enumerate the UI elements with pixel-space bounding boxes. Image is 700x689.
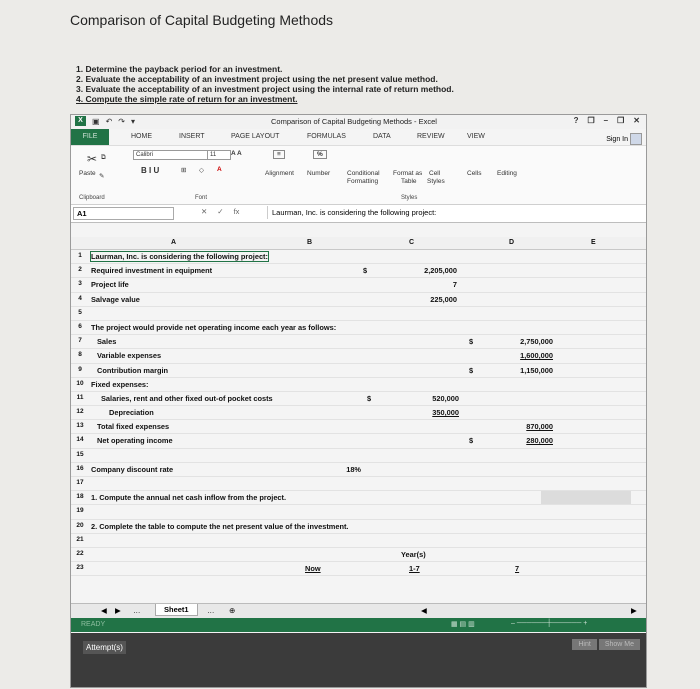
cell-d7[interactable]: 2,750,000 bbox=[520, 337, 553, 347]
row-number: 20 bbox=[76, 521, 84, 529]
row-13 bbox=[71, 420, 646, 434]
cell-d14[interactable]: 280,000 bbox=[526, 436, 553, 446]
cell-c2[interactable]: 2,205,000 bbox=[424, 266, 457, 276]
cell-a11[interactable]: Salaries, rent and other fixed out-of pocket costs bbox=[101, 393, 273, 403]
cell-c7-dollar: $ bbox=[469, 337, 474, 347]
cell-c22[interactable]: Year(s) bbox=[401, 549, 426, 559]
row-9 bbox=[71, 364, 646, 378]
row-number: 14 bbox=[76, 436, 84, 444]
tab-home[interactable]: HOME bbox=[131, 133, 152, 140]
ribbon bbox=[71, 145, 646, 205]
cell-a2[interactable]: Required investment in equipment bbox=[91, 266, 213, 276]
row-5 bbox=[71, 307, 646, 321]
row-number: 2 bbox=[78, 266, 82, 274]
row-23 bbox=[71, 562, 646, 576]
hint-buttons bbox=[572, 639, 640, 650]
cell-a3[interactable]: Project life bbox=[91, 280, 129, 290]
cell-d8[interactable]: 1,600,000 bbox=[520, 351, 553, 361]
page-title: Comparison of Capital Budgeting Methods bbox=[70, 12, 334, 28]
row-number: 21 bbox=[76, 535, 84, 543]
cell-a8[interactable]: Variable expenses bbox=[97, 351, 162, 361]
sheet-tab-bar bbox=[71, 603, 646, 618]
col-header-d[interactable]: D bbox=[509, 239, 515, 246]
add-sheet-icon[interactable]: ⊕ bbox=[229, 606, 236, 615]
row-number: 1 bbox=[78, 252, 82, 259]
title-bar bbox=[71, 115, 646, 129]
tab-file[interactable]: FILE bbox=[71, 129, 109, 145]
row-2 bbox=[71, 264, 646, 278]
alignment-button[interactable]: Alignment bbox=[265, 170, 294, 177]
editing-button[interactable]: Editing bbox=[497, 170, 517, 177]
row-6 bbox=[71, 321, 646, 335]
more-sheets-right-icon[interactable]: … bbox=[207, 606, 215, 615]
window-controls bbox=[574, 116, 640, 125]
prev-sheet-icon[interactable]: ◀ bbox=[101, 606, 107, 615]
format-as-table-button[interactable]: Table bbox=[401, 178, 417, 185]
instruction-4: 4. Compute the simple rate of return for an investment. bbox=[76, 94, 298, 104]
scissors-icon[interactable]: ✂ bbox=[87, 152, 98, 166]
font-grow-buttons[interactable]: A A bbox=[231, 150, 242, 157]
redo-icon[interactable]: ↷ bbox=[118, 116, 125, 126]
number-format-button[interactable]: % bbox=[313, 150, 327, 159]
copy-icon[interactable]: ⧉ bbox=[101, 154, 106, 161]
row-number: 23 bbox=[76, 564, 84, 572]
row-12 bbox=[71, 406, 646, 420]
answer-cell-d18[interactable] bbox=[541, 491, 631, 504]
hint-button[interactable]: Hint bbox=[572, 639, 596, 650]
cancel-icon[interactable]: ✕ bbox=[201, 207, 208, 216]
close-icon[interactable]: ✕ bbox=[633, 116, 640, 125]
row-21 bbox=[71, 534, 646, 548]
cell-a12[interactable]: Depreciation bbox=[109, 408, 154, 418]
restore-ribbon-icon[interactable]: ❐ bbox=[587, 116, 595, 125]
font-color-icon[interactable]: A bbox=[217, 166, 222, 173]
maximize-icon[interactable]: ❐ bbox=[617, 116, 625, 125]
show-me-button[interactable]: Show Me bbox=[599, 639, 640, 650]
row-number: 4 bbox=[78, 294, 82, 302]
tab-data[interactable]: DATA bbox=[373, 133, 391, 140]
cell-d9[interactable]: 1,150,000 bbox=[520, 365, 553, 375]
row-16 bbox=[71, 463, 646, 477]
cell-c3[interactable]: 7 bbox=[452, 280, 457, 290]
name-box[interactable]: A1 bbox=[73, 207, 174, 220]
cell-styles-button[interactable]: Styles bbox=[427, 178, 445, 185]
instruction-2: 2. Evaluate the acceptability of an investment project using the net present value method. bbox=[76, 74, 438, 84]
cell-c4[interactable]: 225,000 bbox=[430, 294, 457, 304]
row-number: 12 bbox=[76, 408, 84, 416]
row-number: 3 bbox=[78, 280, 82, 288]
hscroll-right-icon[interactable]: ▶ bbox=[631, 606, 637, 615]
cell-c9-dollar: $ bbox=[469, 365, 474, 375]
row-10 bbox=[71, 378, 646, 392]
font-group-label: Font bbox=[195, 195, 208, 201]
row-number: 19 bbox=[76, 507, 84, 515]
row-7 bbox=[71, 335, 646, 349]
cell-a1[interactable]: Laurman, Inc. is considering the following project: bbox=[91, 252, 268, 261]
fill-color-icon[interactable]: ◇ bbox=[199, 167, 204, 174]
row-14 bbox=[71, 434, 646, 448]
row-number: 8 bbox=[78, 351, 82, 359]
conditional-formatting-button[interactable]: Formatting bbox=[347, 178, 379, 185]
col-header-a[interactable]: A bbox=[171, 239, 177, 246]
cell-c12[interactable]: 350,000 bbox=[432, 408, 459, 418]
attempts-label: Attempt(s) bbox=[83, 641, 126, 654]
row-number: 11 bbox=[76, 393, 84, 401]
excel-logo-icon: X bbox=[75, 116, 86, 126]
instruction-1: 1. Determine the payback period for an investment. bbox=[76, 64, 283, 74]
row-4 bbox=[71, 293, 646, 307]
column-headers bbox=[71, 237, 646, 250]
formula-bar bbox=[71, 205, 646, 223]
row-19 bbox=[71, 505, 646, 519]
enter-icon[interactable]: ✓ bbox=[217, 207, 224, 216]
number-button[interactable]: Number bbox=[307, 170, 331, 177]
cell-a4[interactable]: Salvage value bbox=[91, 294, 140, 304]
row-22 bbox=[71, 548, 646, 562]
row-8 bbox=[71, 349, 646, 363]
alignment-icon[interactable]: ≡ bbox=[273, 150, 285, 159]
cell-b23[interactable]: Now bbox=[305, 564, 321, 574]
cell-a13[interactable]: Total fixed expenses bbox=[97, 422, 170, 432]
paste-button[interactable]: Paste bbox=[79, 170, 96, 177]
col-header-b[interactable]: B bbox=[307, 239, 313, 246]
conditional-label[interactable]: Conditional bbox=[347, 170, 380, 177]
sheet-tab-sheet1[interactable]: Sheet1 bbox=[155, 604, 198, 616]
font-name-select[interactable]: Calibri bbox=[133, 150, 209, 160]
minimize-icon[interactable]: – bbox=[603, 116, 609, 125]
status-text: READY bbox=[81, 621, 106, 628]
tab-formulas[interactable]: FORMULAS bbox=[307, 133, 346, 140]
row-number: 17 bbox=[76, 479, 84, 486]
cell-a20[interactable]: 2. Complete the table to compute the net present value of the investment. bbox=[91, 521, 349, 531]
row-number: 16 bbox=[76, 464, 84, 472]
cell-b11-dollar: $ bbox=[367, 393, 372, 403]
fx-icon[interactable]: fx bbox=[233, 207, 240, 216]
col-header-c[interactable]: C bbox=[409, 239, 415, 246]
cell-b16[interactable]: 18% bbox=[346, 464, 361, 474]
row-number: 5 bbox=[78, 308, 82, 316]
cell-d13[interactable]: 870,000 bbox=[526, 422, 553, 432]
cells-button[interactable]: Cells bbox=[467, 170, 482, 177]
formula-input[interactable]: Laurman, Inc. is considering the following project: bbox=[267, 206, 642, 219]
next-sheet-icon[interactable]: ▶ bbox=[115, 606, 121, 615]
row-number: 7 bbox=[78, 337, 82, 345]
row-number: 10 bbox=[76, 379, 84, 387]
cell-c23[interactable]: 1-7 bbox=[409, 564, 420, 574]
tab-view[interactable]: VIEW bbox=[467, 133, 485, 140]
view-buttons-icon[interactable]: ▦ ▤ ▥ bbox=[451, 621, 475, 628]
quick-access-toolbar bbox=[75, 116, 135, 126]
more-sheets-icon[interactable]: … bbox=[133, 606, 141, 615]
cell-a6[interactable]: The project would provide net operating income each year as follows: bbox=[91, 322, 337, 332]
hscroll-left-icon[interactable]: ◀ bbox=[421, 606, 427, 615]
cell-d23[interactable]: 7 bbox=[515, 564, 520, 574]
sign-in-label: Sign In bbox=[606, 135, 628, 143]
zoom-slider[interactable]: – ──────┼────── + bbox=[511, 620, 588, 627]
customize-icon[interactable]: ▾ bbox=[130, 116, 135, 126]
row-11 bbox=[71, 392, 646, 406]
avatar bbox=[630, 133, 642, 145]
cell-a18[interactable]: 1. Compute the annual net cash inflow from the project. bbox=[91, 493, 287, 503]
sign-in[interactable] bbox=[606, 133, 642, 145]
cell-c14-dollar: $ bbox=[469, 436, 474, 446]
row-number: 13 bbox=[76, 422, 84, 430]
row-number: 15 bbox=[76, 450, 84, 458]
window-title: Comparison of Capital Budgeting Methods - Excel bbox=[271, 117, 437, 126]
excel-window bbox=[70, 114, 647, 688]
status-bar bbox=[71, 618, 646, 632]
worksheet-grid[interactable] bbox=[71, 237, 646, 576]
col-header-e[interactable]: E bbox=[591, 239, 596, 246]
format-painter-icon[interactable]: ✎ bbox=[99, 173, 105, 180]
attempt-bar bbox=[71, 633, 646, 687]
tab-insert[interactable]: INSERT bbox=[179, 133, 205, 140]
formula-icons bbox=[201, 207, 239, 216]
cell-a16[interactable]: Company discount rate bbox=[91, 464, 174, 474]
borders-icon[interactable]: ⊞ bbox=[181, 167, 187, 174]
help-icon[interactable]: ? bbox=[573, 116, 579, 125]
row-17 bbox=[71, 477, 646, 491]
cell-a7[interactable]: Sales bbox=[97, 337, 117, 347]
format-as-label[interactable]: Format as bbox=[393, 170, 423, 177]
row-3 bbox=[71, 278, 646, 292]
row-1 bbox=[71, 250, 646, 264]
row-number: 22 bbox=[76, 549, 84, 557]
cell-c11[interactable]: 520,000 bbox=[432, 393, 459, 403]
row-number: 9 bbox=[78, 365, 82, 373]
instructions bbox=[76, 64, 454, 104]
row-number: 18 bbox=[76, 493, 84, 501]
instruction-3: 3. Evaluate the acceptability of an investment project using the internal rate of return method. bbox=[76, 84, 454, 94]
styles-group-label: Styles bbox=[401, 195, 418, 201]
tab-page-layout[interactable]: PAGE LAYOUT bbox=[231, 133, 280, 140]
ribbon-tabs bbox=[71, 129, 646, 145]
undo-icon[interactable]: ↶ bbox=[105, 116, 113, 126]
row-15 bbox=[71, 449, 646, 463]
cell-a14[interactable]: Net operating income bbox=[97, 436, 173, 446]
cell-b2-dollar: $ bbox=[363, 266, 368, 276]
cell-a10[interactable]: Fixed expenses: bbox=[91, 379, 149, 389]
tab-review[interactable]: REVIEW bbox=[417, 133, 445, 140]
row-18 bbox=[71, 491, 646, 505]
row-number: 6 bbox=[78, 322, 82, 330]
cell-a9[interactable]: Contribution margin bbox=[97, 365, 169, 375]
save-icon[interactable]: ▣ bbox=[92, 116, 100, 126]
cell-label[interactable]: Cell bbox=[429, 170, 441, 177]
clipboard-group-label: Clipboard bbox=[79, 195, 105, 201]
font-size-select[interactable]: 11 bbox=[207, 150, 231, 160]
row-20 bbox=[71, 520, 646, 534]
bold-italic-underline-buttons[interactable]: B I U bbox=[141, 166, 160, 175]
